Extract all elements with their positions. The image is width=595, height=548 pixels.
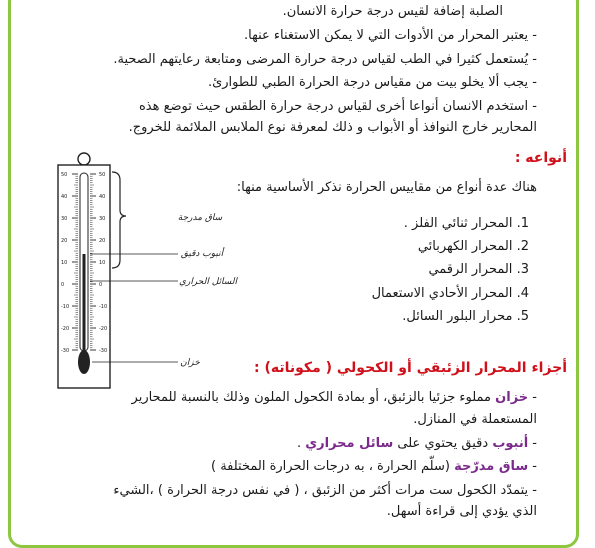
liquid-column <box>83 254 86 354</box>
scale-label: 40 <box>99 194 106 200</box>
part-item: - ساق مدرّجة (سلّم الحرارة ، به درجات الحرارة المختلفة ) <box>210 459 537 474</box>
scale-label: 40 <box>61 194 68 200</box>
type-item: 2. المحرار الكهربائي <box>417 239 529 254</box>
intro-bullet: - يعتبر المحرار من الأدوات التي لا يمكن الاستغناء عنها. <box>244 28 537 43</box>
part-item: - أنبوب دقيق يحتوي على سائل محراري . <box>296 436 537 451</box>
scale-label: 50 <box>61 172 68 178</box>
scale-label: 0 <box>99 282 103 288</box>
scale-label: 10 <box>99 260 106 266</box>
scale-label: 50 <box>99 172 106 178</box>
part-item: - خزان مملوء جزئيا بالزئبق، أو بمادة الكحول الملون وذلك بالنسبة للمحارير <box>131 390 537 405</box>
intro-line: الصلبة إضافة لقيس درجة حرارة الانسان. <box>282 4 503 19</box>
scale-label: 30 <box>61 216 68 222</box>
scale-label: -10 <box>99 304 108 310</box>
intro-bullet: - يجب ألا يخلو بيت من مقياس درجة الحرارة الطبي للطوارئ. <box>207 75 537 90</box>
scale-label: 20 <box>61 238 68 244</box>
type-item: 1. المحرار ثنائي الفلز . <box>403 216 529 231</box>
intro-bullet: - يُستعمل كثيرا في الطب لقياس درجة حرارة المرضى ومتابعة رعايتهم الصحية. <box>113 52 537 67</box>
scale-label: -20 <box>99 326 108 332</box>
intro-bullet: - استخدم الانسان أنواعا أخرى لقياس درجة حرارة الطقس حيث توضع هذه <box>138 99 537 114</box>
scale-label: -10 <box>61 304 70 310</box>
liquid-label: السائل الحراري <box>178 277 238 287</box>
types-heading: أنواعه : <box>514 150 567 166</box>
part-item-cont: المستعملة في المنازل. <box>413 412 537 427</box>
scale-label: 10 <box>61 260 68 266</box>
type-item: 3. المحرار الرقمي <box>428 262 529 277</box>
intro-bullet-cont: المحارير خارج النوافذ أو الأبواب و ذلك لمعرفة نوع الملابس الملائمة للخروج. <box>128 120 537 135</box>
scale-label: 0 <box>61 282 65 288</box>
type-item: 4. المحرار الأحادي الاستعمال <box>371 286 529 301</box>
scale-label: -20 <box>61 326 70 332</box>
scale-label: 30 <box>99 216 106 222</box>
hanging-ring <box>78 153 90 165</box>
scale-label: 20 <box>99 238 106 244</box>
part-item-cont: الذي يؤدي إلى قراءة أسهل. <box>386 504 537 519</box>
scale-label: -30 <box>61 348 70 354</box>
thermometer-figure <box>40 150 280 400</box>
parts-heading: أجزاء المحرار الزئبقي أو الكحولي ( مكوناته) : <box>254 360 567 376</box>
type-item: 5. محرار البلور السائل. <box>402 309 529 324</box>
part-item: - يتمدّد الكحول ست مرات أكثر من الزئبق ، ( في نفس درجة الحرارة ) ،الشيء <box>113 483 537 498</box>
reservoir-bulb <box>78 350 90 374</box>
types-intro: هناك عدة أنواع من مقاييس الحرارة نذكر الأساسية منها: <box>236 180 537 195</box>
scale-label: -30 <box>99 348 108 354</box>
tube-label: أنبوب دقيق <box>180 249 224 259</box>
stem-label: ساق مدرجة <box>177 213 223 223</box>
reservoir-label: خزان <box>180 358 200 368</box>
